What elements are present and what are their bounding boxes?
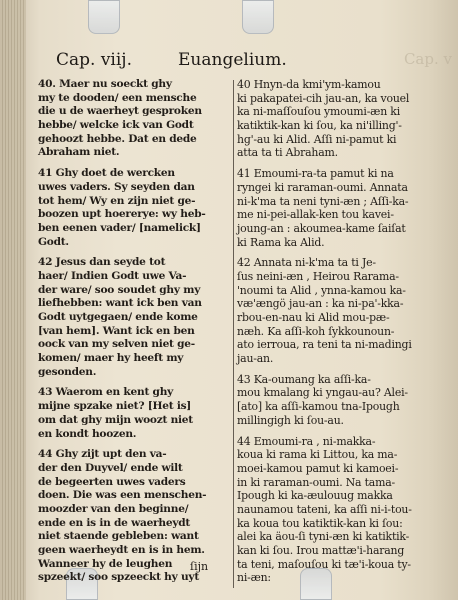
bleed-through-text: Cap. v (403, 50, 452, 68)
formosan-text-line: naunamou tateni, ka aſſi ni-i-tou- (237, 502, 412, 516)
dutch-text-line: en kondt hoozen. (38, 427, 137, 440)
formosan-text-line: 43 Ka-oumang ka aſſi-ka- (237, 372, 371, 386)
formosan-text-line: millingigh ki ſou-au. (237, 413, 344, 427)
formosan-text-line: [ato] ka aſſi-kamou tna-Ipough (237, 400, 400, 414)
formosan-text-line: ta teni, maſouſou ki tæ'i-koua ty- (237, 557, 411, 571)
dutch-text-line: ende en is in de waerheydt (38, 516, 191, 529)
dutch-text-line: gehoozt hebbe. Dat en dede (38, 132, 197, 145)
formosan-text-line: rbou-en-nau ki Alid mou-pæ- (237, 311, 390, 324)
dutch-text-line: Godt uytgegaen/ ende kome (38, 311, 198, 323)
column-divider (233, 80, 234, 588)
formosan-text-line: kan ki ſou. Irou mattæ'i-harang (237, 544, 405, 557)
formosan-text-line: ka ni-maſſouſou ymoumi-æn ki (237, 105, 400, 119)
formosan-paragraph-gap (237, 249, 442, 256)
formosan-text-line: 44 Emoumi-ra , ni-makka- (237, 434, 376, 448)
formosan-text-line: ki pakapatei-cih jau-an, ka vouel (237, 91, 410, 105)
formosan-text-line: alei ka äou-ſi tyni-æn ki katiktik- (237, 530, 410, 544)
formosan-text-line: ato ierroua, ra teni ta ni-madingi (237, 338, 412, 352)
page-clip-top-left (88, 0, 120, 34)
formosan-text-line: 40 Hnyn-da kmi'ym-kamou (237, 78, 381, 91)
formosan-text-line: væ'ængö jau-an : ka ni-pa'-kka- (237, 297, 404, 311)
dutch-text-line: haer/ Indien Godt uwe Va- (38, 269, 187, 282)
dutch-text-line: doen. Die was een menschen- (38, 489, 207, 502)
dutch-text-line: gesonden. (38, 365, 97, 378)
formosan-text-line: 42 Annata ni-k'ma ta ti Je- (237, 256, 376, 270)
dutch-paragraph-gap (38, 379, 230, 386)
dutch-text-line: moozder van den beginne/ (38, 502, 189, 515)
dutch-text-line: ben eenen vader/ [namelick] (38, 221, 201, 234)
page-clip-top-right (242, 0, 274, 34)
dutch-text-line: my te dooden/ een mensche (38, 91, 197, 104)
dutch-text-line: 44 Ghy zijt upt den va- (38, 448, 167, 461)
dutch-text-line: niet staende gebleben: want (38, 530, 199, 543)
dutch-text-line: der den Duyvel/ ende wilt (38, 461, 183, 474)
formosan-text-column (237, 78, 442, 585)
dutch-text-line: uwes vaders. Sy seyden dan (38, 180, 195, 193)
dutch-text-line: 41 Ghy doet de wercken (38, 167, 175, 180)
dutch-text-line: de begeerten uwes vaders (38, 475, 186, 488)
formosan-paragraph-gap (237, 160, 442, 167)
formosan-text-line: ki Rama ka Alid. (237, 235, 325, 249)
formosan-text-line: joung-an : akoumea-kame ſaiſat (237, 221, 406, 235)
catchword: ſijn (190, 560, 209, 573)
formosan-text-line: ka koua tou katiktik-kan ki ſou: (237, 516, 403, 530)
dutch-text-line: der ware/ soo soudet ghy my (38, 283, 201, 296)
formosan-text-line: me ni-pei-allak-ken tou kavei- (237, 208, 394, 222)
formosan-text-line: atta ta ti Abraham. (237, 146, 338, 160)
formosan-text-line: ni-k'ma ta neni tyni-æn ; Aſſi-ka- (237, 194, 409, 208)
formosan-text-line: ryngei ki raraman-oumi. Annata (237, 180, 408, 194)
dutch-text-line: liefhebben: want ick ben van (38, 297, 202, 310)
page-edges (0, 0, 26, 600)
formosan-text-line: jau-an. (237, 352, 274, 366)
dutch-text-line: boozen upt hoererye: wy heb- (38, 208, 206, 221)
formosan-text-line: 41 Emoumi-ra-ta pamut ki na (237, 167, 394, 181)
dutch-text-line: [van hem]. Want ick en ben (38, 324, 195, 337)
running-head-title: Euangelium. (178, 50, 287, 70)
formosan-text-line: ni-æn: (237, 571, 271, 585)
formosan-text-line: næh. Ka aſſi-koh ſykkounoun- (237, 324, 395, 338)
formosan-paragraph-gap (237, 428, 442, 435)
dutch-text-line: mijne spzake niet? [Het is] (38, 400, 192, 413)
formosan-paragraph-gap (237, 366, 442, 373)
dutch-paragraph-gap (38, 160, 230, 167)
dutch-text-line: 42 Jesus dan seyde tot (38, 256, 166, 269)
formosan-text-line: mou kmalang ki yngau-au? Alei- (237, 386, 408, 400)
formosan-text-line: hg'-au ki Alid. Aſſi ni-pamut ki (237, 132, 397, 146)
dutch-text-line: Wanneer hy de leughen (38, 557, 173, 570)
dutch-text-line: 43 Waerom en kent ghy (38, 386, 174, 399)
formosan-text-line: 'noumi ta Alid , ynna-kamou ka- (237, 283, 406, 297)
dutch-text-line: 40. Maer nu soeckt ghy (38, 78, 172, 90)
dutch-text-line: Godt. (38, 235, 69, 248)
dutch-paragraph-gap (38, 249, 230, 256)
dutch-text-line: geen waerheydt en is in hem. (38, 544, 205, 556)
dutch-text-line: oock van my selven niet ge- (38, 338, 195, 351)
formosan-text-line: in ki raraman-oumi. Na tama- (237, 475, 395, 489)
dutch-text-line: tot hem/ Wy en zijn niet ge- (38, 194, 196, 207)
dutch-text-line: spzeekt/ soo spzeeckt hy uyt (38, 571, 199, 584)
dutch-paragraph-gap (38, 441, 230, 448)
dutch-text-column (38, 78, 230, 585)
dutch-text-line: die u de waerheyt gesproken (38, 105, 202, 118)
dutch-text-line: Abraham niet. (38, 146, 120, 159)
dutch-text-line: komen/ maer hy heeft my (38, 352, 184, 365)
running-head-chapter: Cap. viij. (56, 50, 132, 70)
formosan-text-line: koua ki rama ki Littou, ka ma- (237, 448, 398, 462)
formosan-text-line: katiktik-kan ki ſou, ka ni'illing'- (237, 119, 402, 133)
formosan-text-line: Ipough ki ka-æulouug makka (237, 489, 393, 503)
dutch-text-line: om dat ghy mijn woozt niet (38, 413, 193, 426)
dutch-text-line: hebbe/ welcke ick van Godt (38, 119, 194, 132)
formosan-text-line: ſus neini-æn , Heirou Rarama- (237, 269, 399, 283)
formosan-text-line: moei-kamou pamut ki kamoei- (237, 461, 399, 475)
